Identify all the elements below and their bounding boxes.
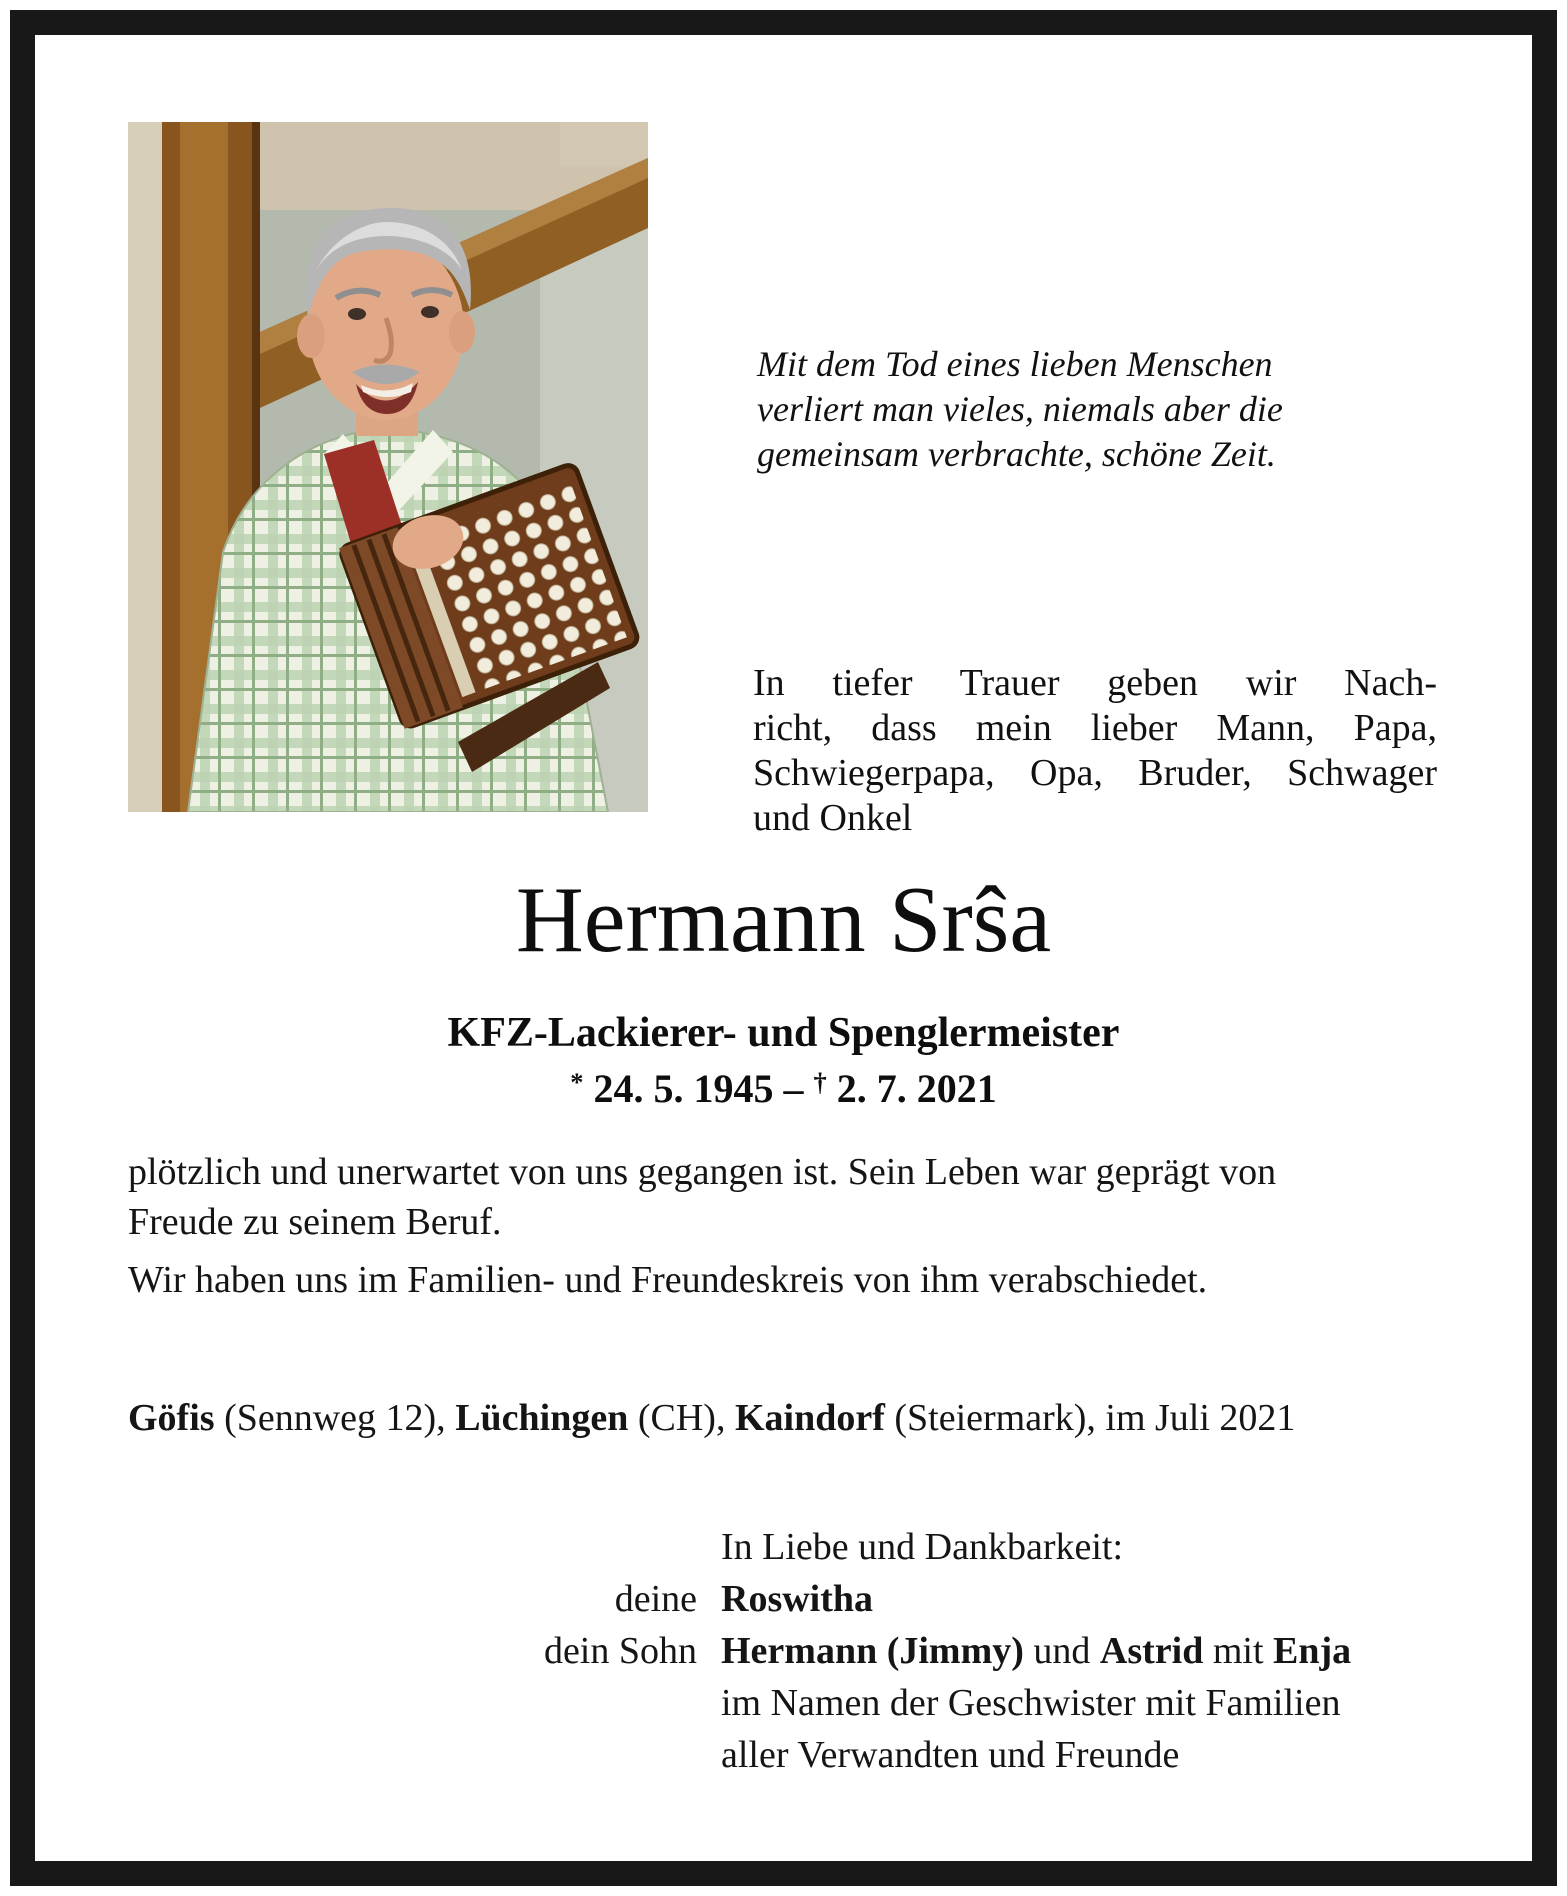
closing-row xyxy=(423,1625,1351,1677)
quote-line: gemeinsam verbrachte, schöne Zeit. xyxy=(757,434,1276,474)
relation-label xyxy=(423,1729,721,1781)
closing-row xyxy=(423,1677,1351,1729)
birth-symbol: * xyxy=(570,1066,584,1097)
closing-row xyxy=(423,1573,1351,1625)
place-name: Göfis xyxy=(128,1397,215,1439)
death-date: 2. 7. 2021 xyxy=(836,1066,997,1111)
portrait-photo xyxy=(128,122,648,812)
place-detail: (Steiermark), im Juli 2021 xyxy=(884,1397,1296,1439)
mourner-name: Hermann (Jimmy) xyxy=(721,1630,1024,1672)
page-frame xyxy=(10,10,1557,1886)
life-dates xyxy=(35,1065,1532,1112)
portrait-photo-illustration xyxy=(128,122,648,812)
farewell-paragraph: Wir haben uns im Familien- und Freundeskreis von ihm verabschiedet. xyxy=(128,1259,1208,1301)
mourner-names xyxy=(721,1625,1351,1677)
announcement-line: und Onkel xyxy=(753,797,913,839)
body-line: plötzlich und unerwartet von uns gegangen ist. Sein Leben war geprägt von xyxy=(128,1151,1277,1193)
body-line: Freude zu seinem Beruf. xyxy=(128,1201,502,1243)
connector-text: mit xyxy=(1203,1630,1274,1672)
mourner-names xyxy=(721,1573,1351,1625)
closing-row xyxy=(423,1729,1351,1781)
relation-label xyxy=(423,1677,721,1729)
place-name: Kaindorf xyxy=(734,1397,885,1439)
place-name: Lüchingen xyxy=(455,1397,629,1439)
deceased-name: Hermann Srŝa xyxy=(515,868,1052,972)
relation-label: deine xyxy=(614,1578,697,1620)
birth-date: 24. 5. 1945 xyxy=(593,1066,774,1111)
body-paragraph xyxy=(128,1147,1443,1247)
dates-separator: – xyxy=(783,1066,804,1111)
mourner-name: Enja xyxy=(1273,1630,1352,1672)
memorial-quote xyxy=(757,342,1283,477)
closing-heading: In Liebe und Dankbarkeit: xyxy=(721,1526,1124,1568)
announcement-text xyxy=(753,661,1437,841)
places-line xyxy=(128,1393,1443,1443)
announcement-line: richt, dass mein lieber Mann, Papa, xyxy=(753,707,1437,749)
relation-label: dein Sohn xyxy=(543,1630,697,1672)
mourner-name: Astrid xyxy=(1099,1630,1204,1672)
quote-line: Mit dem Tod eines lieben Menschen xyxy=(757,344,1273,384)
place-detail: (CH), xyxy=(628,1397,735,1439)
place-detail: (Sennweg 12), xyxy=(214,1397,456,1439)
closing-extra-line: im Namen der Geschwister mit Familien xyxy=(721,1682,1341,1724)
quote-line: verliert man vieles, niemals aber die xyxy=(757,389,1283,429)
closing-extra-line: aller Verwandten und Freunde xyxy=(721,1734,1180,1776)
announcement-line: In tiefer Trauer geben wir Nach- xyxy=(753,662,1437,704)
death-symbol: † xyxy=(813,1066,827,1097)
mourner-name: Roswitha xyxy=(721,1578,874,1620)
profession: KFZ-Lackierer- und Spenglermeister xyxy=(447,1010,1120,1056)
connector-text: und xyxy=(1023,1630,1100,1672)
announcement-line: Schwiegerpapa, Opa, Bruder, Schwager xyxy=(753,752,1437,794)
closing-block xyxy=(423,1521,1351,1781)
